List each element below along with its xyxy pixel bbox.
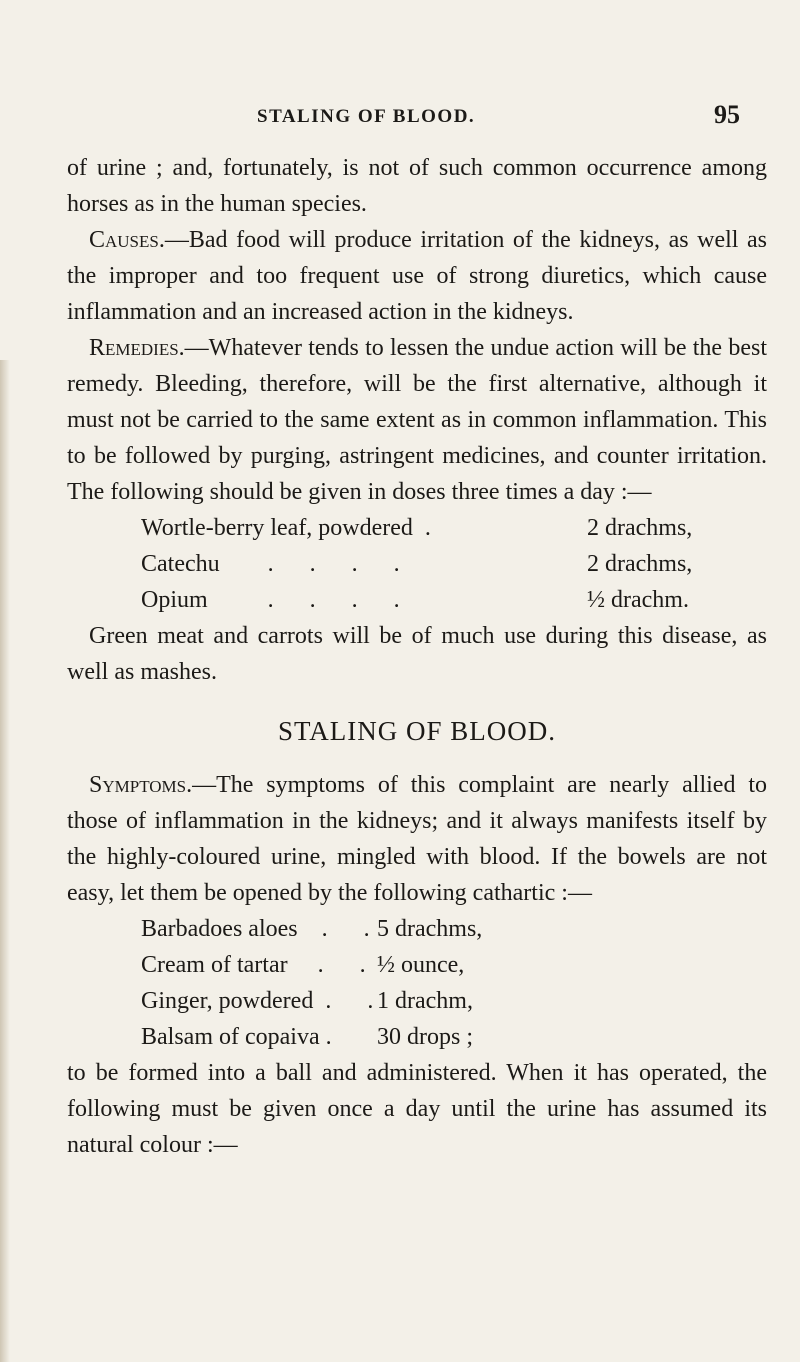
symptoms-text: —The symptoms of this complaint are nearly allied to those of inflammation in the kidneys; and it always manifests itself by the highly-coloured urine, mingled with blood. If the bowels are not easy, let them be opened by the following cathartic :— [67, 772, 767, 906]
recipe-row [141, 546, 767, 582]
recipe-ingredient: Cream of tartar . . [141, 952, 366, 978]
recipe-amount: ½ ounce, [377, 952, 465, 978]
recipe-amount: 2 drachms, [587, 551, 693, 577]
page-body [67, 150, 767, 1163]
recipe-row [141, 1019, 767, 1055]
recipe-ingredient: Barbadoes aloes . . [141, 916, 370, 942]
paragraph-causes [67, 222, 767, 330]
remedies-text: —Whatever tends to lessen the undue action will be the best remedy. Bleeding, therefore, will be the first alternative, although it must not be carried to the same extent as in common inflammation. This to be followed by purging, astringent medicines, and counter irritation. The following should be given in doses three times a day :— [67, 335, 767, 505]
recipe-amount: 30 drops ; [377, 1024, 473, 1050]
recipe-amount: 1 drachm, [377, 988, 473, 1014]
recipe-ingredient: Catechu . . . . [141, 551, 400, 577]
recipe-ingredient: Ginger, powdered . . [141, 988, 374, 1014]
remedies-label: Remedies. [89, 335, 185, 361]
paragraph-final: to be formed into a ball and administered. When it has operated, the following must be given once a day until the urine has assumed its natural colour :— [67, 1060, 767, 1158]
recipe-row [141, 510, 767, 546]
page-header [0, 100, 800, 140]
section-title: STALING OF BLOOD. [277, 716, 557, 746]
paragraph-symptoms [67, 767, 767, 911]
recipe-ingredient: Opium . . . . [141, 587, 400, 613]
page-binding-shadow [0, 360, 10, 1362]
recipe-row [141, 911, 767, 947]
running-head: STALING OF BLOOD. [257, 106, 476, 127]
recipe-amount: ½ drachm. [587, 587, 689, 613]
recipe-amount: 2 drachms, [587, 515, 693, 541]
paragraph-continuation: of urine ; and, fortunately, is not of such common occurrence among horses as in the human species. [67, 155, 767, 217]
recipe-remedies [141, 510, 767, 618]
recipe-row [141, 983, 767, 1019]
paragraph-remedies [67, 330, 767, 510]
page-number: 95 [714, 100, 740, 129]
paragraph-green-meat: Green meat and carrots will be of much use during this disease, as well as mashes. [67, 623, 767, 685]
recipe-ingredient: Balsam of copaiva . [141, 1024, 332, 1050]
symptoms-label: Symptoms. [89, 772, 193, 798]
recipe-cathartic [141, 911, 767, 1055]
recipe-row [141, 947, 767, 983]
recipe-amount: 5 drachms, [377, 916, 483, 942]
causes-text: —Bad food will produce irritation of the kidneys, as well as the improper and too frequent use of strong diuretics, which cause inflammation and an increased action in the kidneys. [67, 227, 767, 325]
causes-label: Causes. [89, 227, 165, 253]
recipe-row [141, 582, 767, 618]
recipe-ingredient: Wortle-berry leaf, powdered . [141, 515, 431, 541]
